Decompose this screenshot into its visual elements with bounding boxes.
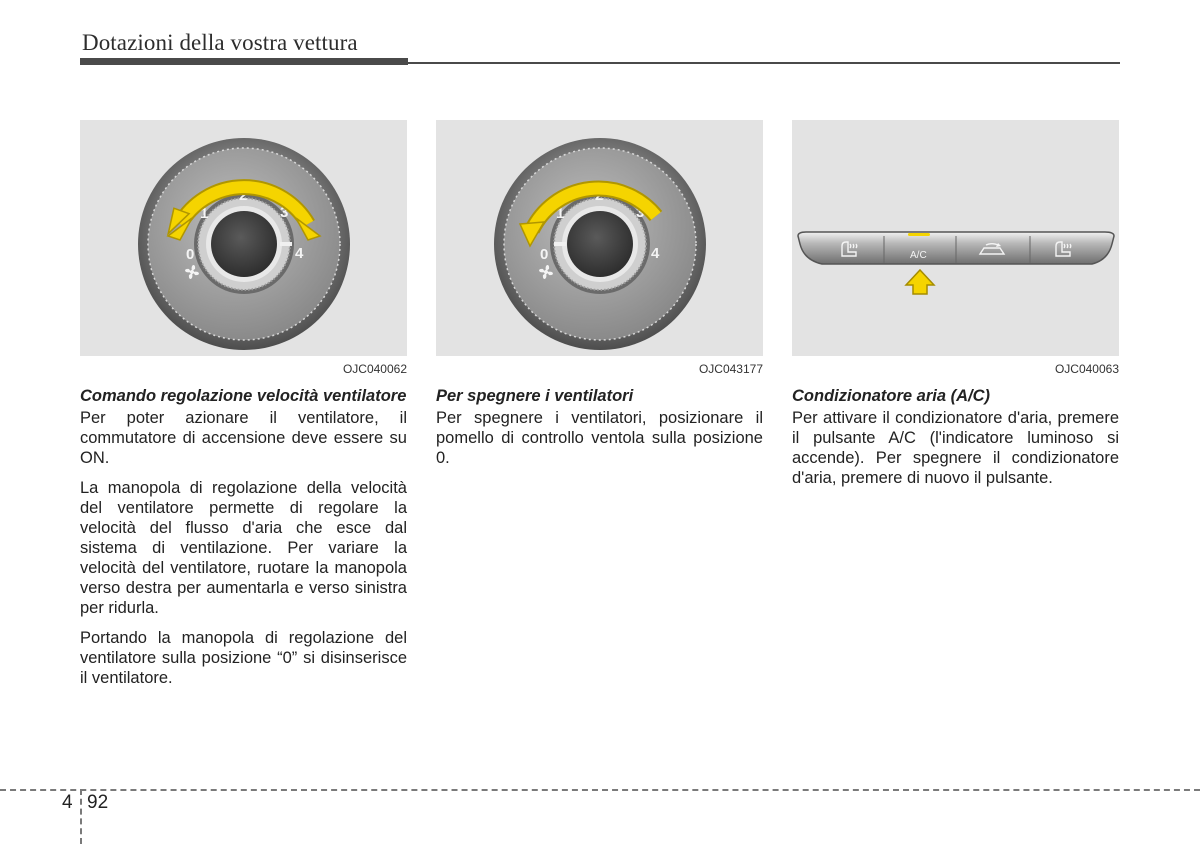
- footer-rule: [0, 789, 1200, 791]
- chapter-number: 4: [62, 792, 73, 813]
- dial-number: 1: [200, 205, 209, 222]
- dial-number: 1: [556, 205, 565, 222]
- ac-button-label: A/C: [910, 250, 927, 261]
- ac-panel-illustration: [792, 120, 1119, 356]
- figure-ac-button-panel: [792, 120, 1119, 356]
- column-fan-off: [436, 120, 763, 468]
- dial-number: 4: [295, 245, 304, 262]
- header-rule-thin: [408, 62, 1120, 64]
- dial-number: 4: [651, 245, 660, 262]
- figure-fan-speed-knob: [80, 120, 407, 356]
- footer-divider: [80, 789, 82, 844]
- ac-indicator-light: [908, 233, 930, 236]
- column-air-conditioning: [792, 120, 1119, 488]
- dial-number: 2: [595, 187, 604, 204]
- body-paragraph: Per spegnere i ventilatori, posizionare il pomello di controllo ventola sulla posizione 0.: [436, 409, 763, 467]
- body-paragraph: Per poter azionare il ventilatore, il commutatore di accensione deve essere su ON.: [80, 409, 407, 467]
- pointer-arrow: [906, 270, 934, 294]
- section-heading: Condizionatore aria (A/C): [792, 387, 991, 405]
- figure-fan-off-knob: [436, 120, 763, 356]
- page-number: 92: [87, 792, 109, 813]
- page-header-title: Dotazioni della vostra vettura: [82, 30, 358, 55]
- figure-code: OJC040063: [1054, 362, 1119, 376]
- dial-number: 3: [280, 204, 289, 221]
- column-fan-speed: [80, 120, 407, 688]
- body-paragraph: Portando la manopola di regolazione del ventilatore sulla posizione “0” si disinserisce il ventilatore.: [80, 629, 407, 687]
- figure-code: OJC043177: [698, 362, 763, 376]
- header-rule: [80, 58, 408, 65]
- body-paragraph: Per attivare il condizionatore d'aria, premere il pulsante A/C (l'indicatore luminoso si accende). Per spegnere il condizionatore d'aria, premere di nuovo il pulsante.: [792, 409, 1119, 487]
- dial-number: 0: [540, 246, 549, 263]
- fan-knob-illustration: [436, 120, 763, 356]
- dial-number: 2: [239, 187, 248, 204]
- dial-number: 0: [186, 246, 195, 263]
- section-heading: Comando regolazione velocità ventilatore: [80, 387, 407, 405]
- body-paragraph: La manopola di regolazione della velocità del ventilatore permette di regolare la velocità del flusso d'aria che esce dal sistema di ventilazione. Per variare la velocità del ventilatore, ruotare la manopola verso destra per aumentarla e verso sinistra per ridurla.: [80, 479, 407, 617]
- dial-number: 3: [636, 204, 645, 221]
- fan-knob-illustration: [80, 120, 407, 356]
- figure-code: OJC040062: [342, 362, 407, 376]
- section-heading: Per spegnere i ventilatori: [436, 387, 634, 405]
